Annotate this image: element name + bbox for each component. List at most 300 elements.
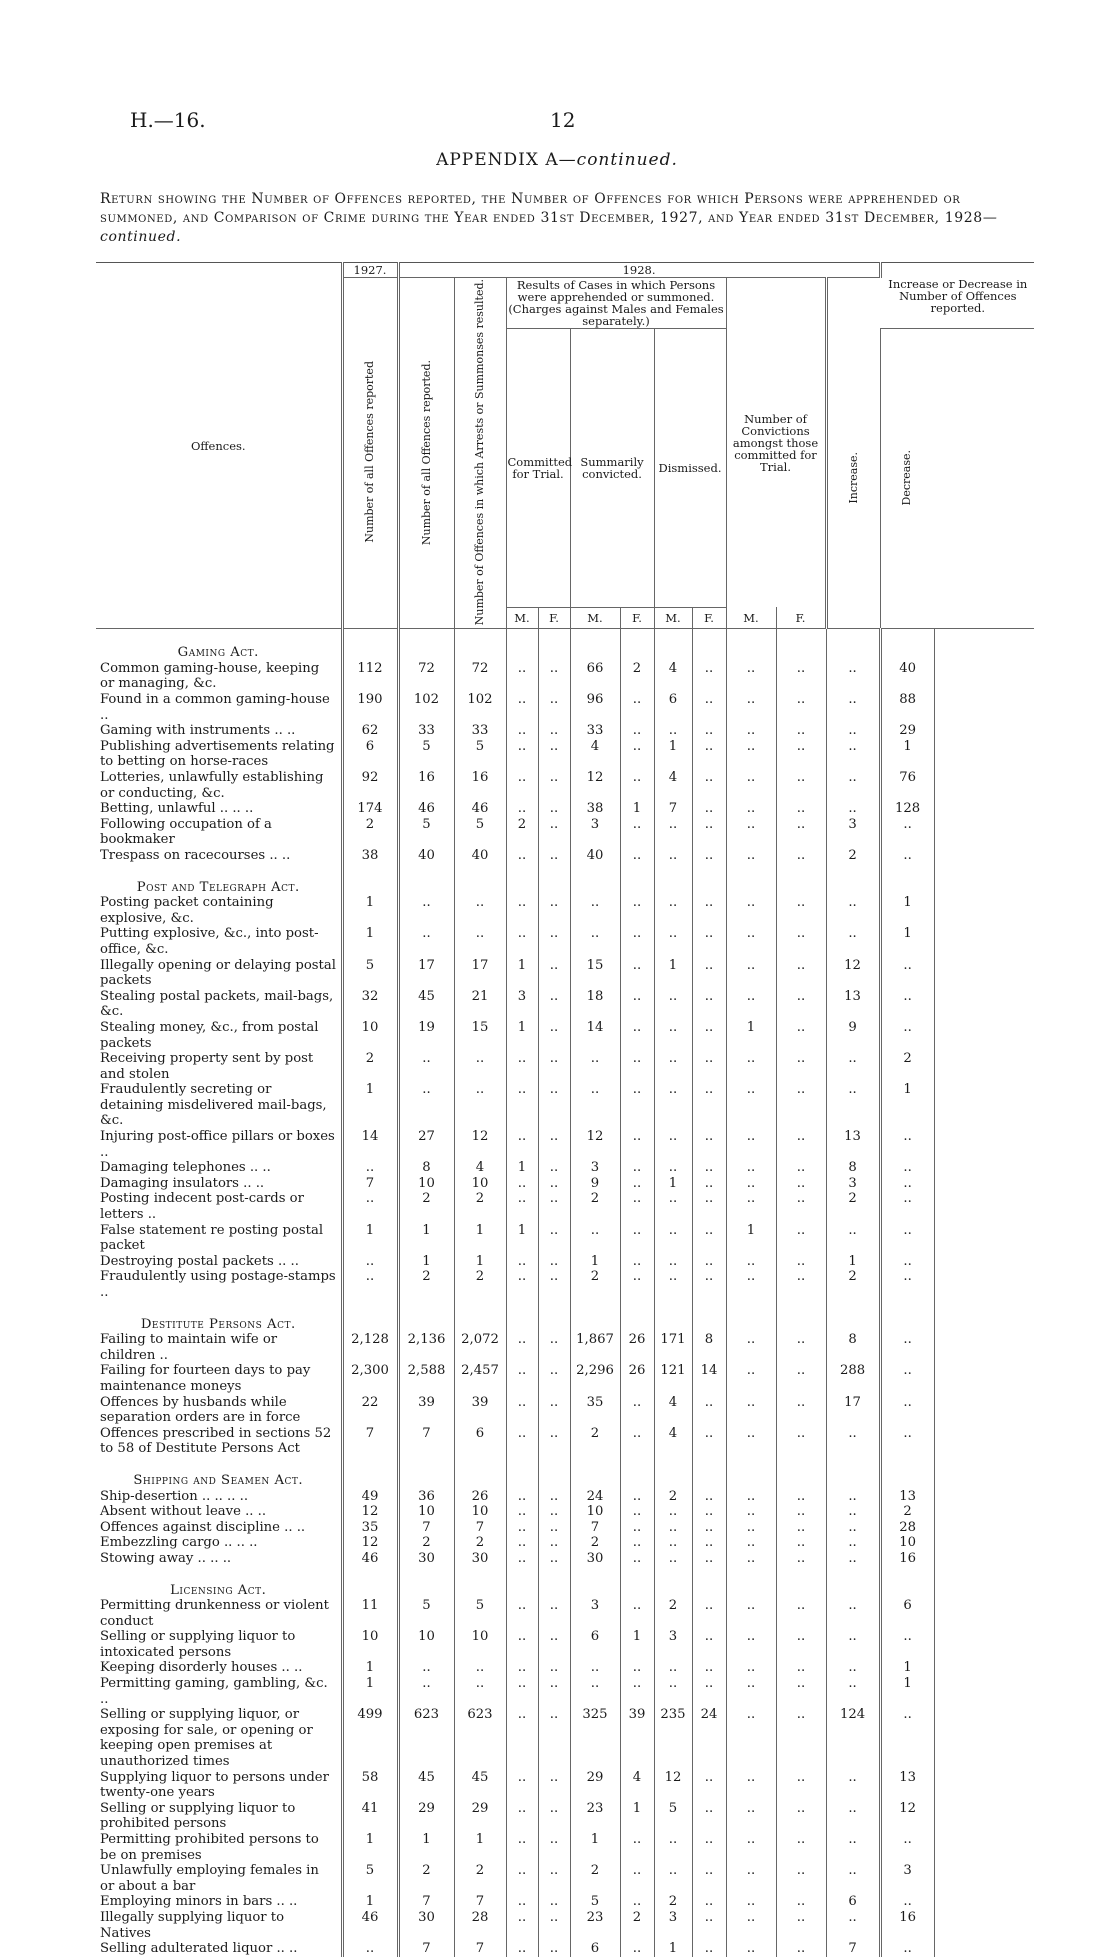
value-cell: ..: [620, 1832, 654, 1863]
section-header: [96, 1457, 1034, 1489]
value-cell: ..: [538, 1910, 570, 1941]
section-spacer-cell: [538, 629, 570, 661]
value-cell: 2,300: [342, 1363, 398, 1394]
table-row: [96, 1395, 1034, 1426]
value-cell: ..: [726, 1363, 776, 1394]
value-cell: 16: [398, 770, 454, 801]
value-cell: ..: [880, 848, 934, 864]
section-spacer-cell: [538, 1567, 570, 1599]
table-title: [100, 190, 1040, 247]
value-cell: ..: [692, 1770, 726, 1801]
value-cell: ..: [826, 739, 880, 770]
value-cell: ..: [506, 1129, 538, 1160]
value-cell: 1: [570, 1254, 620, 1270]
value-cell: ..: [692, 1801, 726, 1832]
section-spacer-cell: [880, 629, 934, 661]
table-row: [96, 1676, 1034, 1707]
value-cell: ..: [776, 1551, 826, 1567]
value-cell: 1: [880, 1082, 934, 1129]
value-cell: ..: [826, 1082, 880, 1129]
table-row: [96, 817, 1034, 848]
value-cell: 7: [398, 1894, 454, 1910]
value-cell: ..: [726, 1332, 776, 1363]
section-spacer-cell: [826, 1457, 880, 1489]
value-cell: ..: [692, 723, 726, 739]
value-cell: 36: [398, 1489, 454, 1505]
value-cell: ..: [776, 1223, 826, 1254]
value-cell: ..: [506, 1707, 538, 1769]
value-cell: 30: [398, 1551, 454, 1567]
value-cell: ..: [506, 661, 538, 692]
value-cell: 38: [570, 801, 620, 817]
section-spacer-cell: [398, 1301, 454, 1333]
table-row: [96, 770, 1034, 801]
table-row: [96, 1129, 1034, 1160]
value-cell: ..: [692, 1020, 726, 1051]
section-spacer-cell: [776, 1457, 826, 1489]
section-spacer-cell: [654, 629, 692, 661]
value-cell: ..: [620, 1941, 654, 1957]
value-cell: ..: [620, 692, 654, 723]
value-cell: 23: [570, 1801, 620, 1832]
value-cell: ..: [692, 926, 726, 957]
page-number: 12: [550, 108, 576, 132]
value-cell: ..: [454, 1082, 506, 1129]
value-cell: ..: [654, 926, 692, 957]
header-committed-m: M.: [506, 607, 538, 629]
value-cell: 17: [826, 1395, 880, 1426]
value-cell: 6: [880, 1598, 934, 1629]
section-spacer-cell: [398, 1567, 454, 1599]
header-committed-f: F.: [538, 607, 570, 629]
value-cell: 171: [654, 1332, 692, 1363]
value-cell: ..: [726, 770, 776, 801]
value-cell: ..: [506, 1598, 538, 1629]
value-cell: 8: [692, 1332, 726, 1363]
value-cell: 33: [570, 723, 620, 739]
value-cell: 17: [398, 958, 454, 989]
value-cell: ..: [726, 1801, 776, 1832]
offence-name: Posting packet containing explosive, &c.: [96, 895, 342, 926]
value-cell: ..: [826, 1535, 880, 1551]
value-cell: ..: [692, 989, 726, 1020]
value-cell: 46: [454, 801, 506, 817]
value-cell: ..: [692, 1223, 726, 1254]
value-cell: ..: [776, 848, 826, 864]
section-spacer-cell: [880, 1567, 934, 1599]
value-cell: 2: [454, 1863, 506, 1894]
value-cell: 235: [654, 1707, 692, 1769]
value-cell: 29: [454, 1801, 506, 1832]
table-row: [96, 1832, 1034, 1863]
value-cell: ..: [776, 1894, 826, 1910]
value-cell: 39: [454, 1395, 506, 1426]
value-cell: ..: [726, 1535, 776, 1551]
value-cell: 5: [342, 1863, 398, 1894]
value-cell: 1: [654, 739, 692, 770]
value-cell: ..: [654, 1832, 692, 1863]
value-cell: ..: [538, 989, 570, 1020]
value-cell: 174: [342, 801, 398, 817]
offence-name: Betting, unlawful .. .. ..: [96, 801, 342, 817]
value-cell: ..: [506, 1676, 538, 1707]
value-cell: ..: [692, 1551, 726, 1567]
value-cell: ..: [506, 1660, 538, 1676]
value-cell: ..: [692, 1082, 726, 1129]
value-cell: 2: [454, 1269, 506, 1300]
section-spacer-cell: [454, 864, 506, 896]
value-cell: ..: [620, 895, 654, 926]
value-cell: ..: [654, 895, 692, 926]
offence-name: Damaging insulators .. ..: [96, 1176, 342, 1192]
value-cell: ..: [692, 1504, 726, 1520]
offence-name: Ship-desertion .. .. .. ..: [96, 1489, 342, 1505]
section-title: Shipping and Seamen Act.: [96, 1457, 342, 1489]
section-header: [96, 1567, 1034, 1599]
value-cell: ..: [342, 1269, 398, 1300]
value-cell: 3: [570, 817, 620, 848]
value-cell: ..: [826, 1426, 880, 1457]
offence-name: Illegally opening or delaying postal packets: [96, 958, 342, 989]
value-cell: ..: [506, 926, 538, 957]
value-cell: ..: [776, 1863, 826, 1894]
value-cell: ..: [538, 1863, 570, 1894]
value-cell: 2: [506, 817, 538, 848]
header-summarily-m: M.: [570, 607, 620, 629]
offence-name: Stowing away .. .. ..: [96, 1551, 342, 1567]
value-cell: ..: [538, 1551, 570, 1567]
table-row: [96, 1801, 1034, 1832]
value-cell: ..: [620, 723, 654, 739]
value-cell: ..: [506, 1082, 538, 1129]
value-cell: 6: [826, 1894, 880, 1910]
value-cell: ..: [654, 1269, 692, 1300]
offences-table: [96, 262, 1034, 1957]
value-cell: ..: [620, 1520, 654, 1536]
value-cell: ..: [506, 1426, 538, 1457]
value-cell: ..: [506, 1269, 538, 1300]
value-cell: ..: [776, 1629, 826, 1660]
value-cell: ..: [538, 895, 570, 926]
value-cell: 112: [342, 661, 398, 692]
value-cell: 29: [880, 723, 934, 739]
value-cell: 8: [398, 1160, 454, 1176]
section-spacer-cell: [654, 1301, 692, 1333]
value-cell: 2: [826, 1269, 880, 1300]
header-offences: Offences.: [96, 263, 342, 629]
section-spacer-cell: [398, 864, 454, 896]
value-cell: ..: [776, 1676, 826, 1707]
value-cell: ..: [726, 958, 776, 989]
section-spacer-cell: [692, 629, 726, 661]
value-cell: 66: [570, 661, 620, 692]
value-cell: ..: [692, 1598, 726, 1629]
value-cell: 5: [398, 739, 454, 770]
value-cell: ..: [692, 1191, 726, 1222]
value-cell: ..: [620, 1395, 654, 1426]
value-cell: ..: [620, 1254, 654, 1270]
offence-name: Permitting drunkenness or violent conduct: [96, 1598, 342, 1629]
value-cell: ..: [620, 1660, 654, 1676]
value-cell: 19: [398, 1020, 454, 1051]
value-cell: ..: [342, 1941, 398, 1957]
value-cell: 8: [826, 1160, 880, 1176]
value-cell: 41: [342, 1801, 398, 1832]
value-cell: ..: [826, 1910, 880, 1941]
value-cell: ..: [538, 661, 570, 692]
header-reported-1927: Number of all Offences reported: [342, 278, 398, 629]
value-cell: 2: [654, 1894, 692, 1910]
section-spacer-cell: [342, 1567, 398, 1599]
header-arrests: Number of Offences in which Arrests or Summonses resulted.: [454, 278, 506, 629]
value-cell: 1: [454, 1832, 506, 1863]
table-row: [96, 1598, 1034, 1629]
value-cell: 4: [654, 661, 692, 692]
value-cell: ..: [654, 1020, 692, 1051]
value-cell: ..: [692, 1489, 726, 1505]
header-dismissed: Dismissed.: [654, 329, 726, 608]
section-spacer-cell: [826, 629, 880, 661]
value-cell: ..: [776, 1129, 826, 1160]
value-cell: 5: [398, 817, 454, 848]
value-cell: ..: [538, 1660, 570, 1676]
value-cell: ..: [538, 1020, 570, 1051]
value-cell: ..: [776, 1020, 826, 1051]
value-cell: 33: [454, 723, 506, 739]
section-spacer-cell: [342, 1301, 398, 1333]
value-cell: ..: [726, 1832, 776, 1863]
value-cell: 27: [398, 1129, 454, 1160]
value-cell: ..: [776, 1332, 826, 1363]
value-cell: ..: [654, 1223, 692, 1254]
value-cell: 3: [654, 1910, 692, 1941]
value-cell: 2: [398, 1535, 454, 1551]
table-row: [96, 1660, 1034, 1676]
table-row: [96, 1191, 1034, 1222]
value-cell: 1: [620, 801, 654, 817]
value-cell: 26: [620, 1363, 654, 1394]
value-cell: 124: [826, 1707, 880, 1769]
section-title: Destitute Persons Act.: [96, 1301, 342, 1333]
value-cell: ..: [726, 895, 776, 926]
value-cell: 14: [692, 1363, 726, 1394]
value-cell: 7: [826, 1941, 880, 1957]
section-spacer-cell: [506, 629, 538, 661]
offence-name: Permitting prohibited persons to be on premises: [96, 1832, 342, 1863]
section-spacer-cell: [570, 1457, 620, 1489]
value-cell: ..: [776, 1770, 826, 1801]
value-cell: ..: [506, 692, 538, 723]
section-spacer-cell: [398, 629, 454, 661]
value-cell: ..: [506, 1395, 538, 1426]
value-cell: ..: [620, 1160, 654, 1176]
value-cell: ..: [776, 1426, 826, 1457]
value-cell: 10: [342, 1629, 398, 1660]
value-cell: 39: [398, 1395, 454, 1426]
section-spacer-cell: [620, 864, 654, 896]
value-cell: 40: [570, 848, 620, 864]
value-cell: 49: [342, 1489, 398, 1505]
value-cell: 72: [398, 661, 454, 692]
offence-name: Posting indecent post-cards or letters ..: [96, 1191, 342, 1222]
table-row: [96, 1489, 1034, 1505]
value-cell: 13: [880, 1770, 934, 1801]
value-cell: 4: [454, 1160, 506, 1176]
section-spacer-cell: [692, 864, 726, 896]
value-cell: ..: [880, 1941, 934, 1957]
section-spacer-cell: [654, 864, 692, 896]
value-cell: 38: [342, 848, 398, 864]
value-cell: ..: [620, 1551, 654, 1567]
section-spacer-cell: [570, 629, 620, 661]
appendix-label: APPENDIX A: [436, 150, 559, 170]
value-cell: ..: [776, 739, 826, 770]
value-cell: ..: [826, 1504, 880, 1520]
value-cell: ..: [726, 989, 776, 1020]
value-cell: ..: [880, 1707, 934, 1769]
offence-name: Common gaming-house, keeping or managing, &c.: [96, 661, 342, 692]
value-cell: ..: [692, 1535, 726, 1551]
value-cell: 288: [826, 1363, 880, 1394]
value-cell: ..: [726, 1629, 776, 1660]
value-cell: 102: [454, 692, 506, 723]
value-cell: ..: [692, 1941, 726, 1957]
value-cell: 62: [342, 723, 398, 739]
value-cell: 5: [570, 1894, 620, 1910]
section-spacer-cell: [398, 1457, 454, 1489]
value-cell: 3: [826, 1176, 880, 1192]
table-row: [96, 1863, 1034, 1894]
offence-name: Offences against discipline .. ..: [96, 1520, 342, 1536]
table-row: [96, 1504, 1034, 1520]
value-cell: ..: [726, 1551, 776, 1567]
table-row: [96, 1535, 1034, 1551]
value-cell: ..: [506, 770, 538, 801]
value-cell: ..: [776, 1160, 826, 1176]
value-cell: ..: [454, 1660, 506, 1676]
value-cell: 1: [398, 1223, 454, 1254]
value-cell: ..: [506, 1489, 538, 1505]
value-cell: ..: [654, 817, 692, 848]
value-cell: 1: [454, 1254, 506, 1270]
value-cell: ..: [880, 1254, 934, 1270]
table-row: [96, 1551, 1034, 1567]
value-cell: ..: [726, 1770, 776, 1801]
value-cell: ..: [826, 1863, 880, 1894]
value-cell: ..: [776, 692, 826, 723]
value-cell: ..: [538, 692, 570, 723]
value-cell: ..: [776, 1660, 826, 1676]
value-cell: 5: [454, 817, 506, 848]
value-cell: 2: [398, 1269, 454, 1300]
value-cell: ..: [726, 1176, 776, 1192]
value-cell: 14: [342, 1129, 398, 1160]
section-spacer-cell: [538, 1301, 570, 1333]
value-cell: 21: [454, 989, 506, 1020]
value-cell: 1: [454, 1223, 506, 1254]
offence-name: Gaming with instruments .. ..: [96, 723, 342, 739]
value-cell: 121: [654, 1363, 692, 1394]
value-cell: 9: [826, 1020, 880, 1051]
value-cell: ..: [620, 989, 654, 1020]
value-cell: 10: [398, 1629, 454, 1660]
value-cell: ..: [342, 1160, 398, 1176]
value-cell: ..: [398, 1676, 454, 1707]
offence-name: Stealing postal packets, mail-bags, &c.: [96, 989, 342, 1020]
value-cell: 1: [342, 926, 398, 957]
value-cell: ..: [506, 1941, 538, 1957]
offence-name: Offences prescribed in sections 52 to 58 of Destitute Persons Act: [96, 1426, 342, 1457]
title-cont: —continued.: [100, 210, 998, 245]
section-spacer-cell: [620, 1457, 654, 1489]
value-cell: ..: [538, 801, 570, 817]
value-cell: ..: [538, 817, 570, 848]
value-cell: 623: [454, 1707, 506, 1769]
value-cell: ..: [570, 1676, 620, 1707]
section-spacer-cell: [342, 629, 398, 661]
value-cell: ..: [776, 1910, 826, 1941]
value-cell: 5: [454, 1598, 506, 1629]
value-cell: 18: [570, 989, 620, 1020]
header-decrease: Decrease.: [900, 449, 914, 506]
value-cell: ..: [726, 1051, 776, 1082]
value-cell: 28: [880, 1520, 934, 1536]
value-cell: ..: [538, 848, 570, 864]
section-header: [96, 629, 1034, 661]
section-spacer-cell: [454, 1567, 506, 1599]
value-cell: 2,128: [342, 1332, 398, 1363]
value-cell: 1: [342, 1894, 398, 1910]
value-cell: ..: [880, 958, 934, 989]
value-cell: ..: [880, 1332, 934, 1363]
value-cell: ..: [776, 1082, 826, 1129]
value-cell: ..: [692, 958, 726, 989]
value-cell: ..: [654, 1551, 692, 1567]
value-cell: ..: [620, 739, 654, 770]
header-summarily: Summarily convicted.: [570, 329, 654, 608]
value-cell: ..: [726, 1129, 776, 1160]
value-cell: ..: [570, 895, 620, 926]
value-cell: 1: [398, 1832, 454, 1863]
value-cell: ..: [726, 1504, 776, 1520]
value-cell: ..: [826, 1520, 880, 1536]
value-cell: ..: [826, 692, 880, 723]
value-cell: ..: [538, 1535, 570, 1551]
value-cell: ..: [880, 1395, 934, 1426]
section-spacer-cell: [570, 1567, 620, 1599]
value-cell: 2: [570, 1426, 620, 1457]
value-cell: ..: [692, 739, 726, 770]
value-cell: ..: [538, 723, 570, 739]
offence-name: Unlawfully employing females in or about a bar: [96, 1863, 342, 1894]
value-cell: 11: [342, 1598, 398, 1629]
value-cell: 10: [398, 1504, 454, 1520]
value-cell: ..: [506, 1363, 538, 1394]
value-cell: ..: [776, 1598, 826, 1629]
header-increase-decrease: Increase or Decrease in Number of Offences reported.: [880, 263, 1034, 329]
value-cell: ..: [506, 723, 538, 739]
value-cell: 3: [826, 817, 880, 848]
value-cell: ..: [342, 1191, 398, 1222]
offence-name: Selling adulterated liquor .. ..: [96, 1941, 342, 1957]
value-cell: ..: [570, 1051, 620, 1082]
value-cell: ..: [726, 1863, 776, 1894]
value-cell: ..: [826, 1832, 880, 1863]
value-cell: ..: [538, 1832, 570, 1863]
value-cell: 45: [398, 1770, 454, 1801]
value-cell: ..: [826, 1770, 880, 1801]
section-spacer-cell: [726, 1567, 776, 1599]
